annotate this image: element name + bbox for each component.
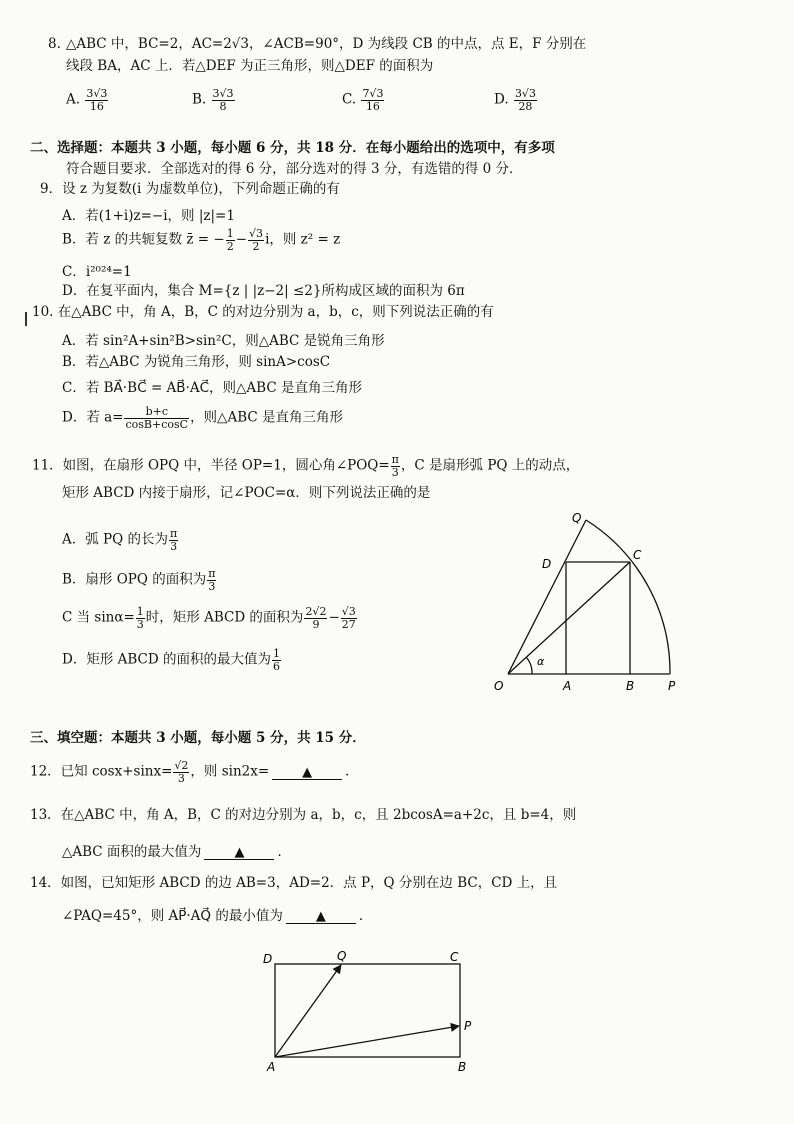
fraction: [341, 606, 357, 630]
q13-suffix: ．: [277, 844, 291, 860]
q8-option-b: [192, 88, 236, 112]
section-2-instructions: 符合题目要求．全部选对的得 6 分，部分选对的得 3 分，有选错的得 0 分．: [66, 161, 523, 177]
fraction: [169, 528, 178, 552]
q12-middle: ，则 sin2x=: [190, 763, 270, 780]
denominator: 8: [219, 99, 227, 113]
q14-rectangle-figure: [255, 947, 485, 1072]
denominator: 3: [208, 579, 216, 593]
option-label: A.: [66, 91, 81, 108]
minus-sign: −: [235, 231, 248, 248]
denominator: 2: [252, 239, 260, 253]
q10-d-prefix: D．若 a=: [62, 409, 124, 426]
minus-sign: −: [328, 609, 340, 626]
q11-option-b: [62, 568, 217, 592]
numerator: 7√3: [362, 87, 384, 100]
section-2-title: 二、选择题：本题共 3 小题，每小题 6 分，共 18 分．在每小题给出的选项中，有多项: [30, 140, 555, 156]
q10-stem: 10. 在△ABC 中，角 A，B，C 的对边分别为 a，b，c，则下列说法正确的有: [32, 304, 494, 320]
q10-option-c: C．若 BA⃗·BC⃗ = AB⃗·AC⃗，则△ABC 是直角三角形: [62, 380, 362, 396]
label-alpha: α: [537, 655, 545, 668]
label-c: C: [450, 950, 459, 964]
q10-option-b: B．若△ABC 为锐角三角形，则 sinA>cosC: [62, 354, 331, 370]
q14-suffix: ．: [358, 908, 373, 924]
denominator: 16: [89, 99, 104, 113]
q13-prefix: △ABC 面积的最大值为: [62, 844, 202, 860]
q9-option-c: C．i²⁰²⁴=1: [62, 264, 132, 280]
vector-aq: [275, 965, 341, 1057]
label-c: C: [633, 548, 642, 562]
fraction: [207, 568, 216, 592]
q11-c-prefix: C 当 sinα=: [62, 609, 135, 626]
q11-l1-suffix: ，C 是扇形弧 PQ 上的动点，: [400, 457, 580, 474]
fraction: [173, 760, 189, 784]
denominator: 27: [341, 617, 356, 631]
q10-option-a: A．若 sin²A+sin²B>sin²C，则△ABC 是锐角三角形: [62, 333, 385, 349]
numerator: √3: [341, 605, 356, 618]
answer-blank[interactable]: ▲: [272, 766, 342, 780]
q9-option-d: D．在复平面内，集合 M={z | |z−2| ≤2}所构成区域的面积为 6π: [62, 283, 465, 299]
numerator: 3√3: [514, 87, 536, 100]
option-label: C.: [342, 91, 357, 108]
q11-option-a: [62, 528, 179, 552]
fraction: [124, 406, 189, 430]
fraction: [361, 88, 384, 112]
q9-b-prefix: B．若 z 的共轭复数 z̄ = −: [62, 231, 225, 248]
rectangle-abcd: [275, 964, 460, 1057]
numerator: √3: [249, 227, 264, 240]
label-p: P: [668, 679, 676, 693]
q14-line2: [62, 908, 372, 926]
label-q: Q: [572, 511, 582, 525]
q12-line: [30, 760, 359, 784]
numerator: π: [391, 453, 399, 466]
q8-option-a: [66, 88, 109, 112]
q13-line1: 13．在△ABC 中，角 A，B，C 的对边分别为 a，b，c，且 2bcosA=a+2c，且 b=4，则: [30, 807, 577, 823]
q9-option-b: [62, 228, 340, 252]
vector-ap: [275, 1026, 459, 1057]
numerator: π: [169, 527, 178, 540]
margin-mark: [25, 312, 27, 326]
label-b: B: [626, 679, 635, 693]
numerator: √2: [174, 759, 189, 772]
q8-option-c: [342, 88, 385, 112]
label-q: Q: [337, 949, 347, 963]
fraction: [514, 88, 537, 112]
q12-prefix: 12．已知 cosx+sinx=: [30, 763, 173, 780]
q11-option-c: [62, 606, 358, 630]
q9-b-suffix: i，则 z² = z: [265, 231, 341, 248]
label-d: D: [542, 557, 552, 571]
q10-option-d: [62, 406, 343, 430]
denominator: cosB+cosC: [125, 417, 189, 431]
denominator: 2: [226, 239, 234, 253]
q11-stem-line1: [32, 454, 579, 478]
denominator: 9: [312, 617, 320, 631]
fraction: [136, 606, 145, 630]
denominator: 3: [177, 771, 185, 785]
numerator: 2√2: [305, 605, 327, 618]
fraction: [391, 454, 400, 478]
label-d: D: [263, 952, 273, 966]
label-b: B: [458, 1060, 467, 1072]
angle-arc: [526, 657, 532, 674]
q12-suffix: ．: [345, 763, 359, 780]
q9-option-a: A．若(1+i)z=−i，则 |z|=1: [62, 208, 235, 224]
radius-oq: [508, 520, 586, 674]
denominator: 3: [391, 465, 399, 479]
q14-prefix: ∠PAQ=45°，则 AP⃗·AQ⃗ 的最小值为: [62, 908, 283, 924]
q9-stem: 9．设 z 为复数(i 为虚数单位)，下列命题正确的有: [40, 181, 340, 197]
q11-b-prefix: B．扇形 OPQ 的面积为: [62, 571, 207, 588]
numerator: b+c: [124, 406, 189, 419]
q11-l1-prefix: 11．如图，在扇形 OPQ 中，半径 OP=1，圆心角∠POQ=: [32, 457, 390, 474]
q14-line1: 14．如图，已知矩形 ABCD 的边 AB=3，AD=2．点 P，Q 分别在边 BC，CD 上，且: [30, 875, 558, 891]
label-a: A: [563, 679, 572, 693]
q13-line2: [62, 844, 291, 862]
q11-option-d: [62, 648, 282, 672]
fraction: [226, 228, 235, 252]
fraction: [272, 648, 281, 672]
fraction: [248, 228, 264, 252]
q8-stem-line2: 线段 BA，AC 上．若△DEF 为正三角形，则△DEF 的面积为: [66, 58, 434, 74]
numerator: 1: [136, 605, 144, 618]
denominator: 28: [518, 99, 533, 113]
option-label: D.: [494, 91, 509, 108]
q11-a-prefix: A．弧 PQ 的长为: [62, 531, 168, 548]
fraction: [304, 606, 327, 630]
answer-blank[interactable]: ▲: [204, 846, 274, 860]
denominator: 3: [170, 539, 178, 553]
q8-number: 8.: [48, 36, 61, 52]
option-label: B.: [192, 91, 207, 108]
denominator: 6: [272, 659, 280, 673]
label-a: A: [267, 1060, 276, 1072]
q11-c-middle: 时，矩形 ABCD 的面积为: [145, 609, 304, 626]
q10-d-suffix: ，则△ABC 是直角三角形: [190, 409, 343, 426]
denominator: 16: [365, 99, 380, 113]
label-p: P: [464, 1019, 472, 1033]
section-3-title: 三、填空题：本题共 3 小题，每小题 5 分，共 15 分．: [30, 730, 366, 746]
numerator: 1: [272, 647, 280, 660]
answer-blank[interactable]: ▲: [286, 910, 356, 924]
q8-stem-line1: △ABC 中，BC=2，AC=2√3，∠ACB=90°，D 为线段 CB 的中点，点 E，F 分别在: [66, 36, 587, 52]
numerator: 3√3: [212, 87, 234, 100]
numerator: π: [208, 567, 216, 580]
arc-pq: [586, 520, 670, 674]
fraction: [212, 88, 235, 112]
numerator: 3√3: [86, 87, 108, 100]
denominator: 3: [136, 617, 144, 631]
q8-option-d: [494, 88, 538, 112]
q11-d-prefix: D．矩形 ABCD 的面积的最大值为: [62, 651, 271, 668]
q11-sector-figure: [488, 505, 688, 695]
numerator: 1: [226, 227, 234, 240]
label-o: O: [494, 679, 504, 693]
q11-stem-line2: 矩形 ABCD 内接于扇形，记∠POC=α．则下列说法正确的是: [62, 485, 431, 501]
fraction: [85, 88, 108, 112]
